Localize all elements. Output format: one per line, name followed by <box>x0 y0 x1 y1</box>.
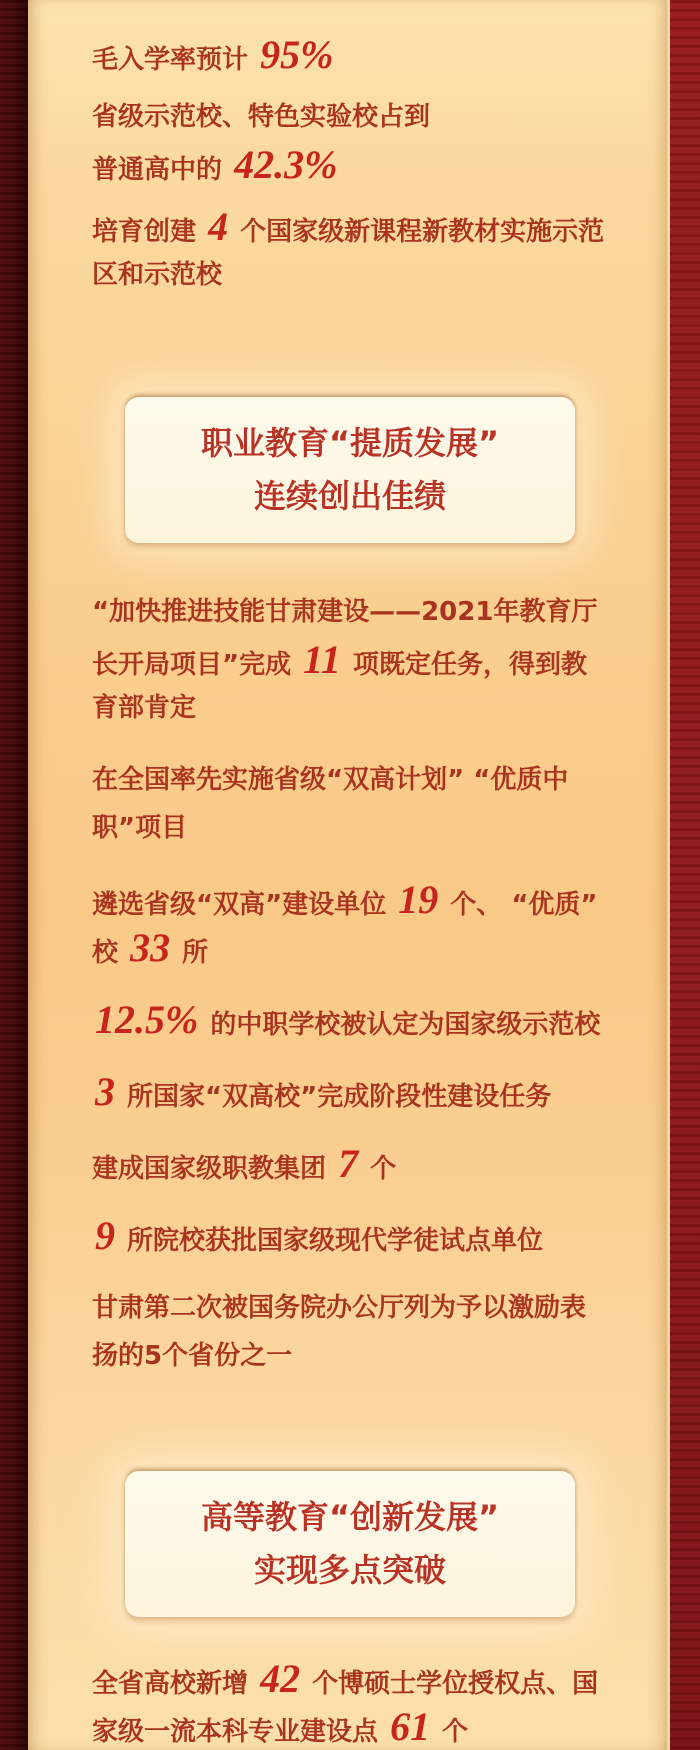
poster-body-panel <box>28 0 668 1750</box>
stat-text: 区和示范校 <box>92 260 223 290</box>
stat-line <box>92 876 654 924</box>
stat-item <box>92 588 654 732</box>
stat-text: 职”项目 <box>92 813 188 843</box>
stat-text: 长开局项目”完成 <box>92 650 301 680</box>
stat-text: 个博硕士学位授权点、国 <box>303 1669 599 1699</box>
right-curtain-strip <box>667 0 700 1750</box>
stat-line <box>92 1068 654 1116</box>
stat-item <box>92 203 654 299</box>
stat-text: 个、 “优质” <box>441 890 598 920</box>
stat-line <box>92 31 654 79</box>
stat-text: 个国家级新课程新教材实施示范 <box>231 217 605 247</box>
stat-line <box>92 1655 654 1703</box>
left-curtain-strip <box>0 0 28 1750</box>
higher-education-section-card <box>125 1471 575 1617</box>
section-card-title-line: 实现多点突破 <box>253 1551 446 1589</box>
stat-text: 扬的5个省份之一 <box>92 1341 293 1371</box>
stat-text: 家级一流本科专业建设点 <box>92 1717 388 1747</box>
stat-item <box>92 1655 654 1750</box>
stat-item <box>92 31 654 79</box>
stat-item <box>92 996 654 1044</box>
stat-text: 所国家“双高校”完成阶段性建设任务 <box>118 1082 552 1112</box>
stat-text: 校 <box>92 938 128 968</box>
stat-text: 在全国率先实施省级“双高计划” “优质中 <box>92 765 569 795</box>
stat-number: 9 <box>95 1213 115 1258</box>
stat-line <box>92 996 654 1044</box>
stat-line <box>92 1332 654 1380</box>
stat-line <box>92 684 654 732</box>
stat-line <box>92 804 654 852</box>
stat-item <box>92 756 654 852</box>
stat-line <box>92 636 654 684</box>
stat-text: 的中职学校被认定为国家级示范校 <box>201 1010 601 1040</box>
stat-number: 4 <box>208 204 229 249</box>
stat-line <box>92 1703 654 1750</box>
stat-number: 11 <box>303 637 341 682</box>
stat-line <box>92 588 654 636</box>
stat-text: 省级示范校、特色实验校占到 <box>92 102 431 132</box>
stat-item <box>92 1212 654 1260</box>
higher-education-stats-section <box>92 1655 654 1750</box>
stat-line <box>92 93 654 141</box>
stat-text: 全省高校新增 <box>92 1669 258 1699</box>
stat-number: 3 <box>95 1069 115 1114</box>
stat-text: “加快推进技能甘肃建设——2021年教育厅 <box>92 597 598 627</box>
stat-item <box>92 93 654 189</box>
vocational-education-section-card <box>125 397 575 543</box>
stat-text: 甘肃第二次被国务院办公厅列为予以激励表 <box>92 1293 587 1323</box>
stat-item <box>92 876 654 972</box>
stat-text: 遴选省级“双高”建设单位 <box>92 890 396 920</box>
stat-text: 培育创建 <box>92 217 206 247</box>
stat-line <box>92 141 654 189</box>
stat-number: 7 <box>338 1141 359 1186</box>
basic-education-stats-section <box>92 31 654 299</box>
stat-text: 建成国家级职教集团 <box>92 1154 336 1184</box>
stat-text: 个 <box>361 1154 397 1184</box>
stat-text: 项既定任务，得到教 <box>343 650 587 680</box>
stat-text: 个 <box>433 1717 469 1747</box>
stat-item <box>92 1140 654 1188</box>
section-card-title-line: 连续创出佳绩 <box>253 477 446 515</box>
stat-number: 12.5% <box>95 997 199 1042</box>
stat-line <box>92 924 654 972</box>
section-card-title-line: 高等教育“创新发展” <box>200 1498 500 1536</box>
stat-text: 毛入学率预计 <box>92 45 258 75</box>
stat-number: 42 <box>260 1656 301 1701</box>
stat-line <box>92 1212 654 1260</box>
stat-number: 33 <box>130 925 171 970</box>
vocational-education-stats-section <box>92 588 654 1380</box>
stat-item <box>92 1284 654 1380</box>
stat-number: 95% <box>260 32 334 77</box>
stat-line <box>92 1140 654 1188</box>
section-card-title-line: 职业教育“提质发展” <box>200 424 500 462</box>
stat-number: 61 <box>390 1704 431 1749</box>
stat-line <box>92 251 654 299</box>
stat-text: 育部肯定 <box>92 693 197 723</box>
stat-text: 所院校获批国家级现代学徒试点单位 <box>118 1226 544 1256</box>
stat-number: 19 <box>398 877 439 922</box>
stat-text: 所 <box>173 938 209 968</box>
stat-item <box>92 1068 654 1116</box>
stat-line <box>92 756 654 804</box>
stat-line <box>92 203 654 251</box>
stat-number: 42.3% <box>234 142 338 187</box>
stat-text: 普通高中的 <box>92 155 232 185</box>
stat-line <box>92 1284 654 1332</box>
